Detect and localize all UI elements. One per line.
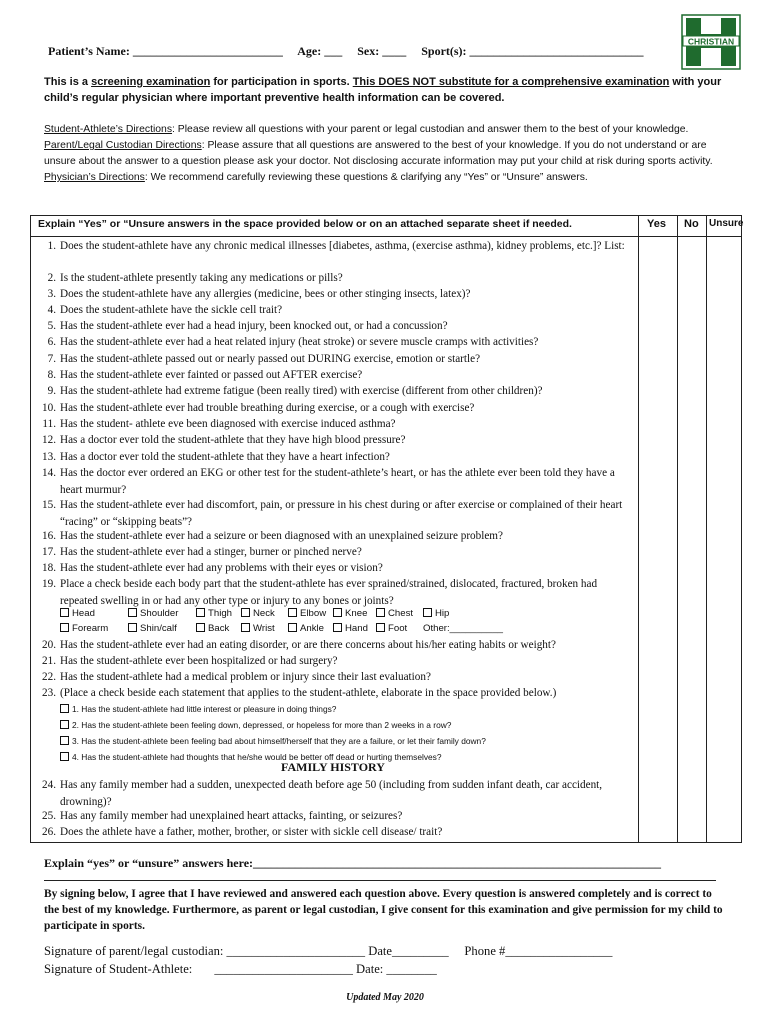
question-row: 24. Has any family member had a sudden, unexpected death before age 50 (including from sudden infant death, car accident, drowning)? (42, 779, 603, 808)
table-header-instructions: Explain “Yes” or “Unsure answers in the space provided below or on an attached separate sheet if needed. (38, 218, 572, 230)
checkbox-icon (241, 608, 250, 617)
checkbox-icon (196, 623, 205, 632)
checkbox-icon (128, 608, 137, 617)
checkbox-icon (60, 608, 69, 617)
question-row: 14. Has the doctor ever ordered an EKG or other test for the student-athlete’s heart, or has the athlete ever been told they have a heart murmur? (42, 467, 615, 496)
directions (44, 122, 728, 186)
question-row: 7. Has the student-athlete passed out or nearly passed out DURING exercise, emotion or startle? (47, 353, 481, 365)
checkbox-icon (333, 623, 342, 632)
question-row: 5. Has the student-athlete ever had a head injury, been knocked out, or had a concussion? (47, 320, 448, 332)
age-field[interactable]: Age: ___ (297, 44, 343, 58)
question-row: 21. Has the student-athlete ever been hospitalized or had surgery? (42, 655, 338, 667)
checkbox-elbow[interactable]: Elbow (288, 608, 326, 619)
checkbox-q23-2[interactable]: 2. Has the student-athlete been feeling down, depressed, or hopeless for more than 2 weeks in a row? (60, 717, 451, 733)
yes-column-header: Yes (647, 218, 666, 230)
family-history-heading: FAMILY HISTORY (281, 760, 385, 774)
checkbox-forearm[interactable]: Forearm (60, 623, 108, 634)
checkbox-icon (288, 608, 297, 617)
question-row: 1. Does the student-athlete have any chronic medical illnesses [diabetes, asthma, (exercise asthma), kidney problems, etc.]? List: (47, 240, 625, 252)
sex-field[interactable]: Sex: ____ (357, 44, 407, 58)
sports-field[interactable]: Sport(s): _____________________________ (421, 44, 644, 58)
checkbox-icon (60, 736, 69, 745)
no-column-header: No (684, 218, 699, 230)
question-row: 9. Has the student-athlete had extreme fatigue (been really tired) with exercise (different from other children)? (47, 385, 543, 397)
question-row: 19. Place a check beside each body part that the student-athlete has ever sprained/strained, dislocated, fractured, broken had repeated swelling in or had any other type or injury to any bones or joints? (42, 578, 598, 607)
question-row: 16. Has the student-athlete ever had a seizure or been diagnosed with an unexplained seizure problem? (42, 530, 503, 542)
checkbox-icon (288, 623, 297, 632)
question-row: 20. Has the student-athlete ever had an eating disorder, or are there concerns about his/her eating habits or weight? (42, 639, 556, 651)
question-row: 11. Has the student- athlete eve been diagnosed with exercise induced asthma? (42, 418, 396, 430)
checkbox-shoulder[interactable]: Shoulder (128, 608, 178, 619)
question-row: 15. Has the student-athlete ever had discomfort, pain, or pressure in his chest during or after exercise or complained of their heart “racing” or “skipping beats”? (42, 499, 623, 528)
unsure-column-header: Unsure (709, 218, 744, 229)
athlete-signature-line[interactable]: Signature of Student-Athlete: ______________________ Date: ________ (44, 962, 437, 976)
question-row: 4. Does the student-athlete have the sickle cell trait? (47, 304, 283, 316)
checkbox-icon (376, 608, 385, 617)
question-row: 8. Has the student-athlete ever fainted or passed out AFTER exercise? (47, 369, 363, 381)
checkbox-q23-3[interactable]: 3. Has the student-athlete been feeling bad about himself/herself that they are a failure, or let their family down? (60, 733, 486, 749)
checkbox-ankle[interactable]: Ankle (288, 623, 324, 634)
student-directions: Student-Athlete’s Directions: Please review all questions with your parent or legal custodian and answer them to the best of your knowledge. (44, 124, 689, 135)
question-row: 13. Has a doctor ever told the student-athlete that they have a heart infection? (42, 451, 390, 463)
question-row: 12. Has a doctor ever told the student-athlete that they have high blood pressure? (42, 434, 406, 446)
checkbox-icon (376, 623, 385, 632)
checkbox-hip[interactable]: Hip (423, 608, 449, 619)
parent-signature-line[interactable]: Signature of parent/legal custodian: ______________________ Date_________ Phone #_________________ (44, 944, 613, 958)
checkbox-icon (241, 623, 250, 632)
checkbox-q23-1[interactable]: 1. Has the student-athlete had little interest or pleasure in doing things? (60, 701, 336, 717)
svg-text:CHRISTIAN: CHRISTIAN (687, 36, 735, 47)
question-row: 17. Has the student-athlete ever had a stinger, burner or pinched nerve? (42, 546, 362, 558)
checkbox-back[interactable]: Back (196, 623, 229, 634)
question-row: 6. Has the student-athlete ever had a heat related injury (heat stroke) or severe muscle cramps with activities? (47, 336, 539, 348)
checkbox-icon (196, 608, 205, 617)
question-row: 10. Has the student-athlete ever had trouble breathing during exercise, or a cough with exercise? (42, 402, 475, 414)
no-column-divider (677, 215, 678, 843)
unsure-column-divider (706, 215, 707, 843)
checkbox-icon (333, 608, 342, 617)
checkbox-hand[interactable]: Hand (333, 623, 368, 634)
question-row: 3. Does the student-athlete have any allergies (medicine, bees or other stinging insects, latex)? (47, 288, 471, 300)
checkbox-icon (128, 623, 137, 632)
checkbox-head[interactable]: Head (60, 608, 95, 619)
agreement-statement: By signing below, I agree that I have reviewed and answered each question above. Every question is answered completely and is correct to the best of my knowledge. Furthermore, as parent or legal custodian, I give consent for this examination and give permission for my child to participate in sports. (44, 888, 723, 932)
checkbox-icon (60, 623, 69, 632)
question-row: 22. Has the student-athlete had a medical problem or injury since their last evaluation? (42, 671, 431, 683)
explain-answers-field[interactable]: Explain “yes” or “unsure” answers here:____________________________________________________________________ (44, 856, 662, 870)
checkbox-q23-4[interactable]: 4. Has the student-athlete had thoughts that he/she would be better off dead or hurting themselves? (60, 749, 442, 765)
explain-second-line[interactable] (44, 880, 716, 881)
checkbox-wrist[interactable]: Wrist (241, 623, 275, 634)
intro-paragraph: This is a screening examination for participation in sports. This DOES NOT substitute for a comprehensive examination with your child’s regular physician where important preventive health information can be covered. (44, 76, 722, 104)
checkbox-knee[interactable]: Knee (333, 608, 367, 619)
checkbox-icon (60, 720, 69, 729)
question-row: 2. Is the student-athlete presently taking any medications or pills? (47, 272, 343, 284)
checkbox-neck[interactable]: Neck (241, 608, 275, 619)
question-row: 26. Does the athlete have a father, mother, brother, or sister with sickle cell disease/ trait? (42, 826, 443, 838)
question-row: 25. Has any family member had unexplained heart attacks, fainting, or seizures? (42, 810, 403, 822)
question-row: 18. Has the student-athlete ever had any problems with their eyes or vision? (42, 562, 383, 574)
checkbox-thigh[interactable]: Thigh (196, 608, 232, 619)
table-header-divider (30, 236, 742, 237)
physician-directions: Physician’s Directions: We recommend carefully reviewing these questions & clarifying any “Yes” or “Unsure” answers. (44, 172, 588, 183)
checkbox-icon (60, 704, 69, 713)
checkbox-icon (423, 608, 432, 617)
question-row: 23. (Place a check beside each statement that applies to the student-athlete, elaborate in the space provided below.) (42, 687, 557, 699)
yes-column-divider (638, 215, 639, 843)
checkbox-foot[interactable]: Foot (376, 623, 407, 634)
updated-date-footer: Updated May 2020 (346, 992, 424, 1003)
checkbox-shin-calf[interactable]: Shin/calf (128, 623, 177, 634)
school-logo (681, 14, 741, 70)
checkbox-chest[interactable]: Chest (376, 608, 413, 619)
patient-info-line (48, 44, 644, 59)
parent-directions: Parent/Legal Custodian Directions: Please assure that all questions are answered to the best of your knowledge. If you do not understand or are unsure about the answer to a question please ask your doctor. Not disclosing accurate information may put your child at risk during sports activity. (44, 140, 713, 167)
other-body-part-field[interactable]: Other:__________ (423, 623, 504, 634)
patient-name-field[interactable]: Patient’s Name: _________________________ (48, 44, 283, 58)
